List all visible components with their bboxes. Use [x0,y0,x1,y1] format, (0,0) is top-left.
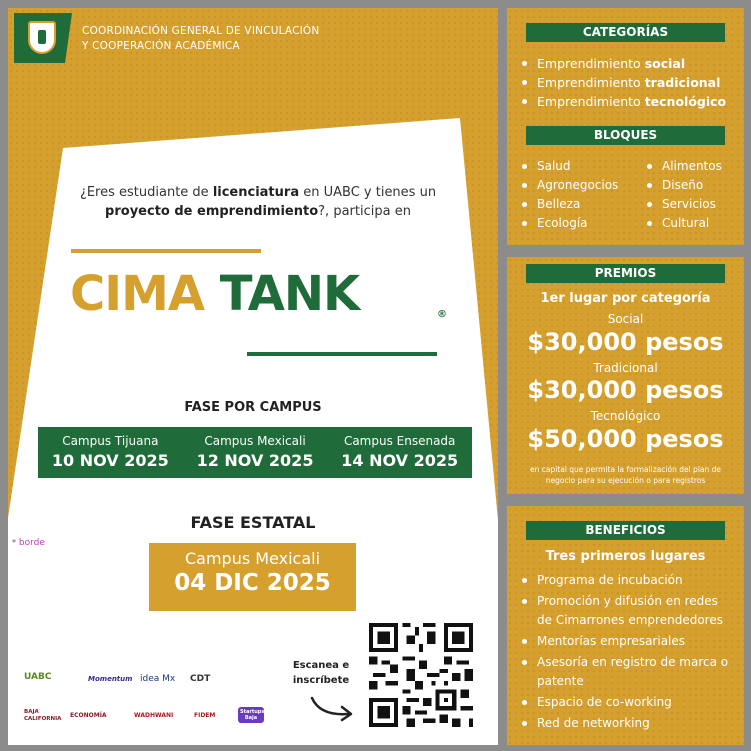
campus-dates-band [38,427,472,478]
list-item: Promoción y difusión en redes de Cimarrones emprendedores [519,592,734,630]
list-item: Red de networking [519,714,734,733]
list-item: Emprendimiento tecnológico [519,92,726,111]
title-word-tank: TANK [219,266,360,322]
benefits-subtitle: Tres primeros lugares [545,549,706,564]
state-phase-box [149,543,356,611]
organization-name [82,24,319,54]
list-item: Servicios [644,195,722,214]
benefits-list [519,571,734,733]
green-divider [247,352,437,356]
prize-label: Social [607,312,644,326]
logo-economia: ECONOMÍA [70,712,107,719]
overlay-label: * borde [12,538,45,548]
poster [8,8,498,745]
categories-list [519,54,726,111]
campus-date: 12 NOV 2025 [196,451,314,470]
list-item: Alimentos [644,157,722,176]
prizes-title: PREMIOS [526,264,725,283]
state-phase-title: FASE ESTATAL [190,513,316,532]
list-item: Programa de incubación [519,571,734,590]
event-title [70,264,359,324]
state-date: 04 DIC 2025 [174,570,331,596]
prize-amount: $30,000 pesos [527,328,724,356]
list-item: Agronegocios [519,176,618,195]
sponsor-logos [22,663,272,731]
campus-name: Campus Mexicali [204,434,306,448]
scan-text [286,658,356,688]
org-line-2: Y COOPERACIÓN ACADÉMICA [82,40,240,52]
intro-question: ¿Eres estudiante de licenciatura en UABC y tienes un proyecto de emprendimiento?, participa en [79,185,437,219]
campus-tijuana [38,427,183,478]
prizes-subtitle: 1er lugar por categoría [540,291,711,306]
registered-mark: ® [437,309,447,320]
logo-uabc: UABC [24,672,52,682]
logo-cdt: CDT [190,674,211,684]
campus-name: Campus Ensenada [343,434,456,448]
blocks-list-left [519,157,618,233]
list-item: Salud [519,157,618,176]
blocks-title: BLOQUES [526,126,725,145]
prizes-panel [507,257,744,494]
scan-line-2: inscríbete [292,675,350,686]
poster-header [8,8,498,68]
list-item: Ecología [519,214,618,233]
list-item: Belleza [519,195,618,214]
list-item: Emprendimiento tradicional [519,73,726,92]
prizes-note: en capital que permita la formalización del plan de negocio para su ejecución o para registros [529,465,722,485]
list-item: Espacio de co-working [519,693,734,712]
curved-arrow-icon [308,694,358,722]
benefits-panel [507,506,744,745]
prize-amount: $50,000 pesos [527,425,724,453]
list-item: Asesoría en registro de marca o patente [519,653,734,691]
campus-name: Campus Tijuana [62,434,159,448]
logo-momentum: Momentum [88,675,133,683]
list-item: Cultural [644,214,722,233]
uabc-crest-icon [14,13,72,63]
blocks-list-right [644,157,722,233]
campus-ensenada [327,427,472,478]
campus-mexicali [183,427,328,478]
title-word-cima: CIMA [70,266,204,322]
state-campus: Campus Mexicali [184,549,321,568]
logo-wadhwani: WADHWANI [134,712,174,719]
org-line-1: COORDINACIÓN GENERAL DE VINCULACIÓN [82,25,320,37]
asterisk-icon: * [12,538,16,547]
campus-phase-title: FASE POR CAMPUS [184,400,322,415]
campus-date: 14 NOV 2025 [341,451,459,470]
list-item: Diseño [644,176,722,195]
benefits-title: BENEFICIOS [526,521,725,540]
prize-label: Tradicional [593,361,658,375]
shield-icon [28,21,56,54]
logo-baja-california: BAJA CALIFORNIA [24,709,62,722]
categories-title: CATEGORÍAS [526,23,725,42]
list-item: Mentorías empresariales [519,632,734,651]
qr-code-icon[interactable] [369,623,473,727]
prize-label: Tecnológico [590,409,661,423]
campus-date: 10 NOV 2025 [51,451,169,470]
logo-fidem: FIDEM [194,712,216,719]
categories-panel [507,8,744,245]
scan-line-1: Escanea e [292,660,350,671]
logo-ideamx: idea Mx [140,674,176,684]
prize-amount: $30,000 pesos [527,376,724,404]
gold-divider [71,249,261,253]
logo-startups-baja: Startups Baja [240,709,265,721]
list-item: Emprendimiento social [519,54,726,73]
